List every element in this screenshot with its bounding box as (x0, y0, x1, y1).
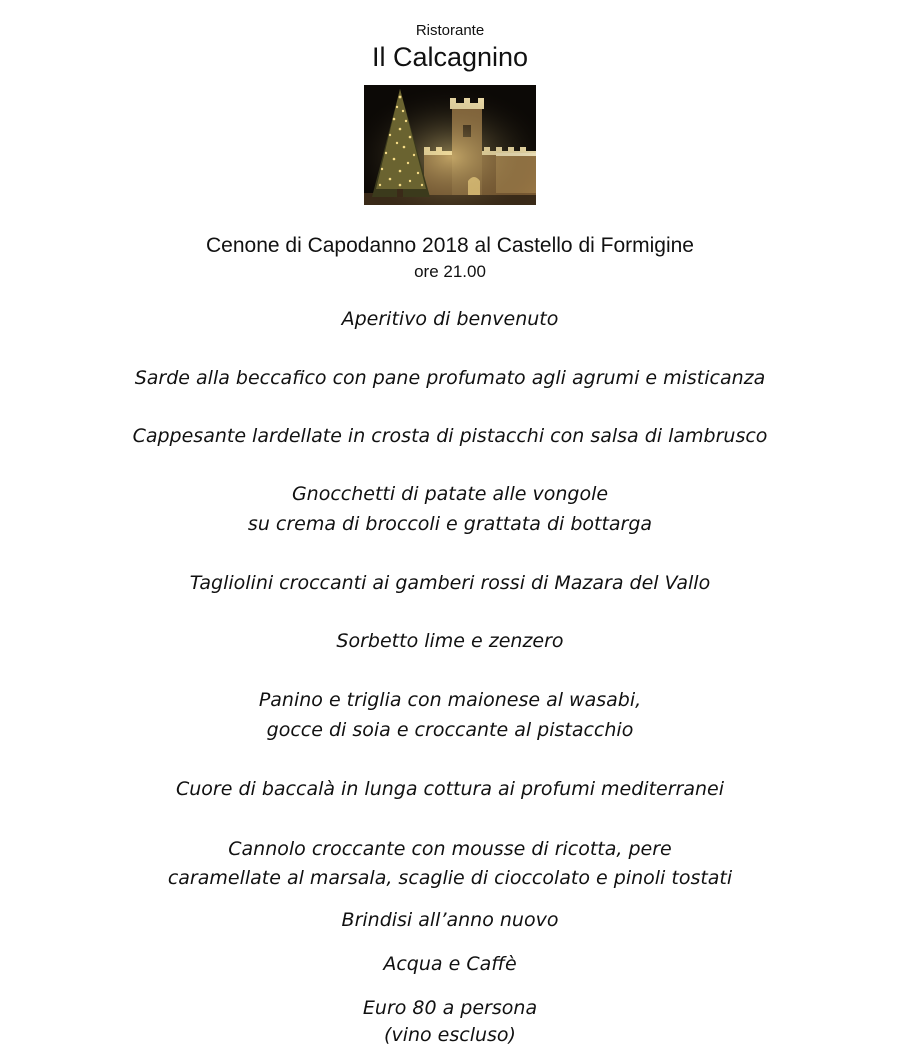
menu-item-cappesante: Cappesante lardellate in crosta di pistacchi con salsa di lambrusco (132, 425, 768, 447)
menu-item-gnocchetti-line-1: Gnocchetti di patate alle vongole (291, 483, 609, 505)
menu-item-acqua-caffe: Acqua e Caffè (383, 953, 517, 975)
menu-item-aperitivo: Aperitivo di benvenuto (341, 308, 559, 330)
menu-item-cannolo-line-2: caramellate al marsala, scaglie di cioccolato e pinoli tostati (167, 867, 733, 889)
menu-item-sarde: Sarde alla beccafico con pane profumato agli agrumi e misticanza (134, 367, 766, 389)
menu-item-cannolo-line-1: Cannolo croccante con mousse di ricotta, pere (228, 838, 672, 860)
menu-price: Euro 80 a persona (362, 997, 538, 1019)
menu-item-baccala: Cuore di baccalà in lunga cottura ai profumi mediterranei (176, 778, 724, 800)
menu-item-panino-line-1: Panino e triglia con maionese al wasabi, (258, 689, 642, 711)
menu-item-panino-line-2: gocce di soia e croccante al pistacchio (266, 719, 634, 741)
event-time: ore 21.00 (414, 262, 486, 281)
menu-item-tagliolini: Tagliolini croccanti ai gamberi rossi di Mazara del Vallo (189, 572, 711, 594)
menu-item-gnocchetti-line-2: su crema di broccoli e grattata di bottarga (247, 513, 653, 535)
menu-item-sorbetto: Sorbetto lime e zenzero (336, 630, 564, 652)
event-title: Cenone di Capodanno 2018 al Castello di Formigine (206, 234, 694, 257)
menu-price-note: (vino escluso) (384, 1024, 516, 1046)
menu-item-brindisi: Brindisi all’anno nuovo (341, 909, 559, 931)
restaurant-name: Il Calcagnino (371, 42, 529, 72)
restaurant-subtitle: Ristorante (415, 22, 485, 39)
castle-christmas-tree-photo (364, 85, 536, 205)
